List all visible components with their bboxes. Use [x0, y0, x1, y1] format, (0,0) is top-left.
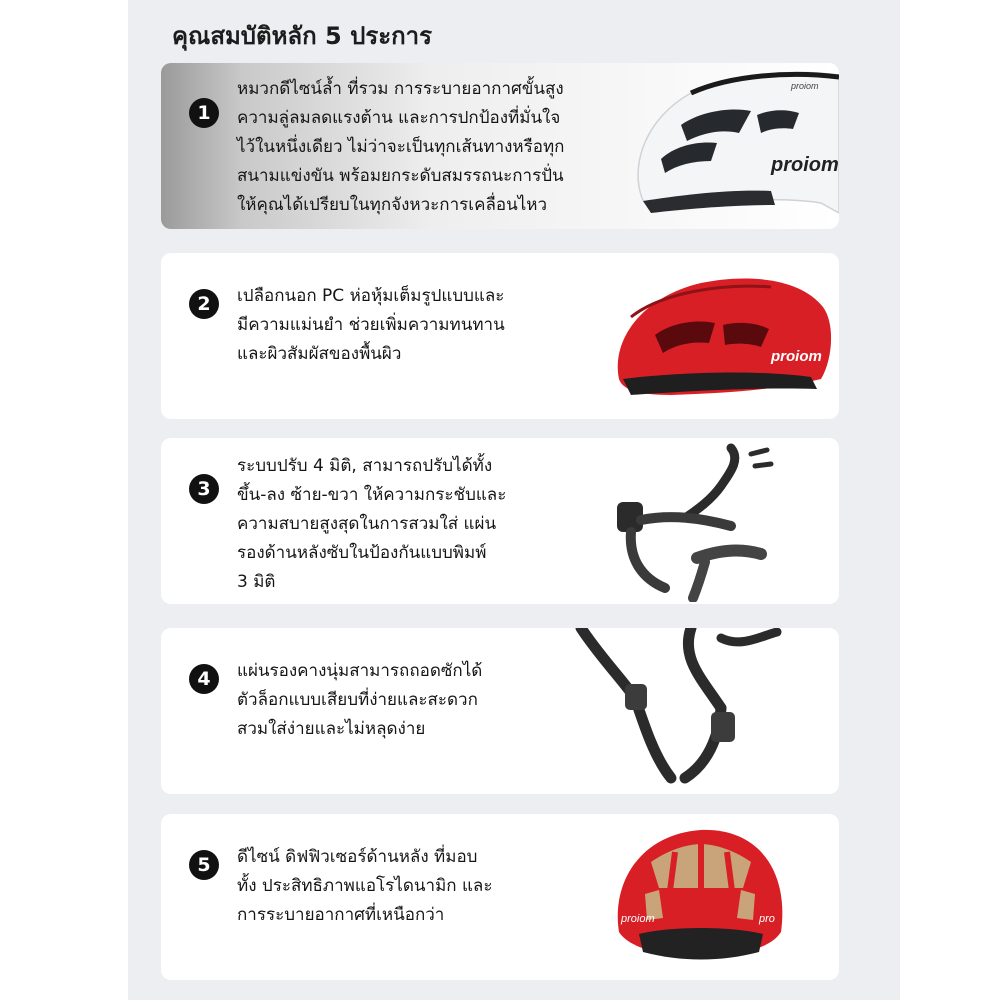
- white-helmet-image: [621, 63, 839, 229]
- description-line: รองด้านหลังซับในป้องกันแบบพิมพ์: [237, 543, 487, 563]
- number-badge: 4: [189, 664, 219, 694]
- description-line: และผิวสัมผัสของพื้นผิว: [237, 344, 402, 364]
- page-title: คุณสมบัติหลัก 5 ประการ: [172, 22, 432, 50]
- description-line: หมวกดีไซน์ล้ำ ที่รวม การระบายอากาศขั้นสูง: [237, 79, 564, 99]
- number-badge: 3: [189, 474, 219, 504]
- description-line: ระบบปรับ 4 มิติ, สามารถปรับได้ทั้ง: [237, 456, 493, 476]
- description-line: ตัวล็อกแบบเสียบที่ง่ายและสะดวก: [237, 690, 478, 710]
- number-badge: 2: [189, 289, 219, 319]
- description-line: ไว้ในหนึ่งเดียว ไม่ว่าจะเป็นทุกเส้นทางหรือทุก: [237, 137, 565, 157]
- adjustment-system-image: [601, 440, 801, 602]
- feature-card-5: [161, 814, 839, 980]
- rear-diffuser-helmet-image: [611, 822, 789, 972]
- helmet-brand-logo-right: pro: [759, 913, 775, 925]
- feature-description: [237, 282, 627, 369]
- feature-description: [237, 657, 627, 744]
- feature-description: [237, 452, 627, 597]
- description-line: ความสบายสูงสุดในการสวมใส่ แผ่น: [237, 514, 497, 534]
- feature-description: [237, 75, 627, 220]
- description-line: สนามแข่งขัน พร้อมยกระดับสมรรถนะการปั่น: [237, 166, 564, 186]
- red-helmet-image: [611, 261, 839, 411]
- helmet-brand-logo-small: proiom: [791, 81, 819, 91]
- feature-card-1: [161, 63, 839, 229]
- description-line: แผ่นรองคางนุ่มสามารถถอดซักได้: [237, 661, 483, 681]
- number-badge: 1: [189, 98, 219, 128]
- description-line: 3 มิติ: [237, 572, 276, 592]
- description-line: ความลู่ลมลดแรงต้าน และการปกป้องที่มั่นใจ: [237, 108, 561, 128]
- description-line: ให้คุณได้เปรียบในทุกจังหวะการเคลื่อนไหว: [237, 195, 547, 215]
- helmet-brand-logo: proiom: [771, 154, 839, 176]
- description-line: การระบายอากาศที่เหนือกว่า: [237, 905, 445, 925]
- number-badge: 5: [189, 850, 219, 880]
- description-line: ดีไซน์ ดิฟฟิวเซอร์ด้านหลัง ที่มอบ: [237, 847, 478, 867]
- helmet-brand-logo: proiom: [621, 913, 655, 925]
- helmet-brand-logo: proiom: [771, 348, 822, 365]
- feature-card-4: [161, 628, 839, 794]
- description-line: มีความแม่นยำ ช่วยเพิ่มความทนทาน: [237, 315, 505, 335]
- chin-strap-image: [571, 628, 791, 794]
- description-line: สวมใส่ง่ายและไม่หลุดง่าย: [237, 719, 426, 739]
- feature-card-2: [161, 253, 839, 419]
- feature-card-3: [161, 438, 839, 604]
- description-line: ทั้ง ประสิทธิภาพแอโรไดนามิก และ: [237, 876, 493, 896]
- feature-description: [237, 843, 627, 930]
- description-line: เปลือกนอก PC ห่อหุ้มเต็มรูปแบบและ: [237, 286, 505, 306]
- description-line: ขึ้น-ลง ซ้าย-ขวา ให้ความกระชับและ: [237, 485, 507, 505]
